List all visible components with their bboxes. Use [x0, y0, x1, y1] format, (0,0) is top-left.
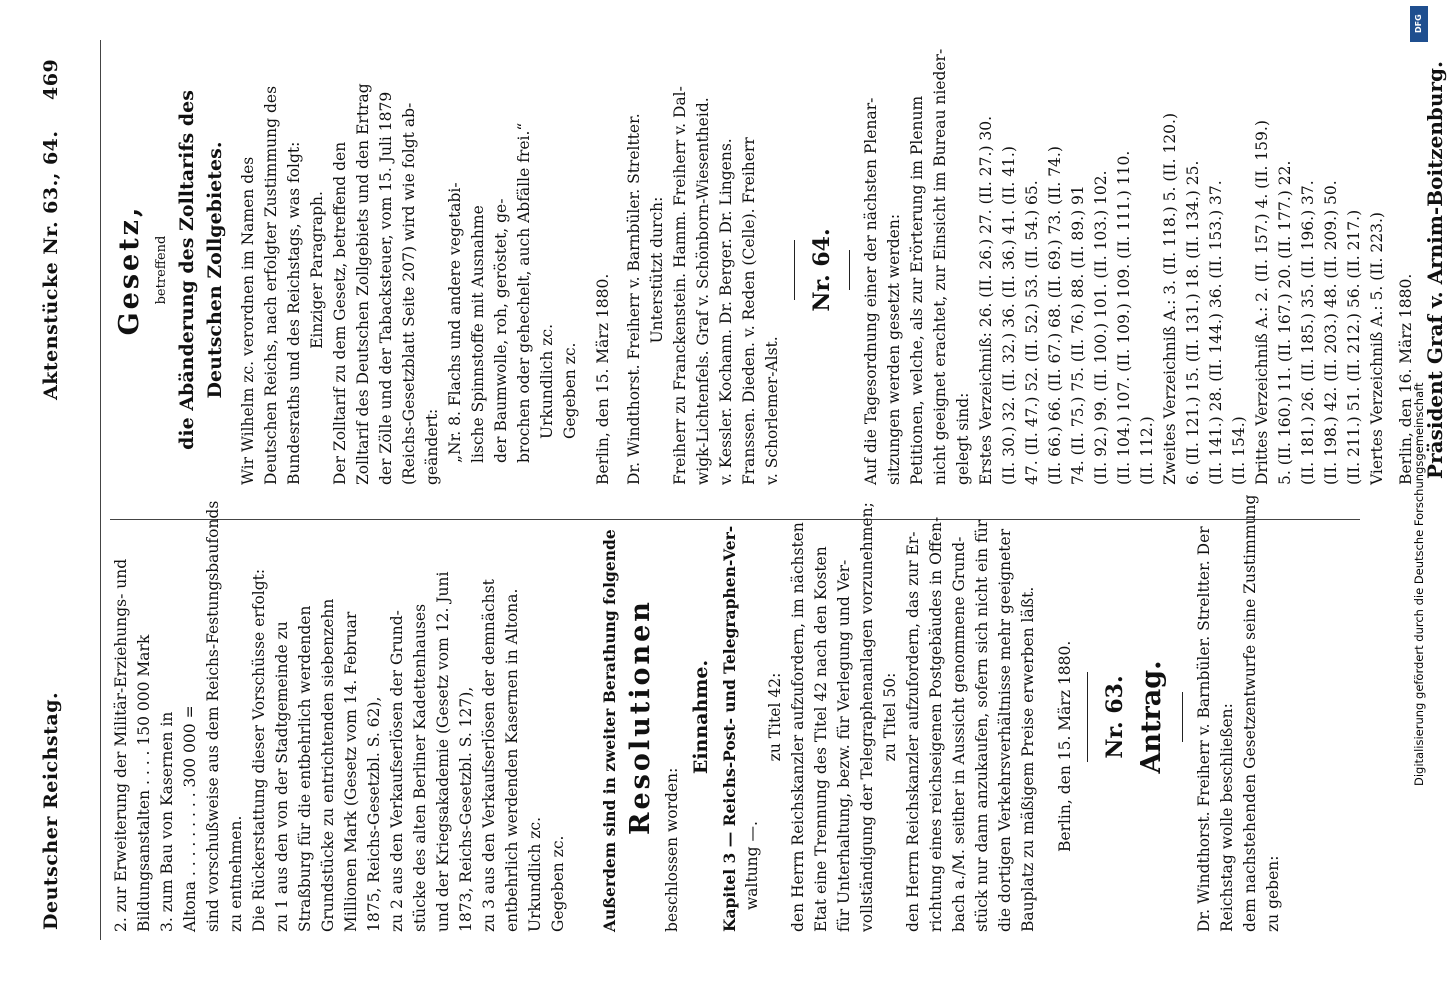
- text-line: Grundstücke zu entrichtenden siebenzehn: [319, 598, 337, 932]
- text-line: Der Zolltarif zu dem Gesetz, betreffend den: [331, 141, 349, 485]
- list-line: (II. 181.) 26. (II. 185.) 35. (II. 196.) 37.: [1299, 180, 1317, 485]
- list-line: (II. 92.) 99. (II. 100.) 101. (II. 103.) 102.: [1092, 170, 1110, 485]
- text-line: dem nachstehenden Gesetzentwurfe seine Zustimmung: [1241, 494, 1259, 932]
- signers: Dr. Windthorst. Freiherr v. Barnbüler. Streltter.: [625, 113, 643, 485]
- law-title-1: die Abänderung des Zolltarifs des: [176, 90, 198, 450]
- list-line: 6. (II. 121.) 15. (II. 131.) 18. (II. 134.) 25.: [1184, 160, 1202, 485]
- page-number: 469: [40, 58, 62, 100]
- section-rule: [1087, 672, 1088, 762]
- list-line: (II. 154.): [1230, 416, 1248, 485]
- text-line: Petitionen, welche, als zur Erörterung im Plenum: [908, 95, 926, 485]
- text-line: stücke des alten Berliner Kadettenhauses: [411, 603, 429, 932]
- text-line: v. Kessler. Kochann. Dr. Berger. Dr. Lingens.: [717, 138, 735, 485]
- right-column: [110, 48, 1452, 485]
- list-line: Viertes Verzeichniß A.: 5. (II. 223.): [1368, 212, 1386, 485]
- text-line: die dortigen Verkehrsverhältnisse mehr geeigneter: [996, 528, 1014, 932]
- right-date: Berlin, den 15. März 1880.: [594, 273, 612, 485]
- text-line: den Herrn Reichskanzler aufzufordern, das zur Er-: [904, 531, 922, 932]
- credit-text: Digitalisierung gefördert durch die Deutsche Forschungsgemeinschaft: [1412, 382, 1426, 786]
- section-rule-2: [1182, 692, 1183, 742]
- text-line: entbehrlich werdenden Kasernen in Altona.: [503, 588, 521, 932]
- section-rule-3: [794, 240, 795, 300]
- nr63-heading: Nr. 63.: [1102, 675, 1128, 759]
- text-line: und der Kriegsakademie (Gesetz vom 12. Juni: [434, 571, 452, 932]
- betreffend: betreffend: [154, 235, 169, 305]
- text-line: stück nur dann anzukaufen, sofern sich nicht ein für: [973, 519, 991, 932]
- kapitel-line-2: waltung —.: [743, 821, 761, 910]
- text-line: Franssen. Dieden. v. Reden (Celle). Freiherr: [740, 137, 758, 485]
- text-line: Etat eine Trennung des Titel 42 nach den Kosten: [812, 546, 830, 932]
- president: Präsident Graf v. Arnim-Boitzenburg.: [1423, 61, 1447, 479]
- text-line: nicht geeignet erachtet, zur Einsicht im Bureau nieder-: [931, 48, 949, 485]
- gegeben: Gegeben zc.: [561, 342, 579, 439]
- resolution-intro-2: beschlossen worden:: [663, 767, 681, 932]
- text-line: 3. zum Bau von Kasernen in: [158, 711, 176, 932]
- text-line: Wir Wilhelm zc. verordnen im Namen des: [239, 156, 257, 485]
- dfg-logo: DFG: [1410, 6, 1428, 42]
- text-line: Bauplatz zu mäßigem Preise erwerben läßt.: [1019, 586, 1037, 932]
- einziger-paragraph: Einziger Paragraph.: [308, 191, 326, 349]
- text-line: zu 3 aus den Verkaufserlösen der demnächst: [480, 579, 498, 932]
- text-line: Freiherr zu Franckenstein. Hamm. Freiherr v. Dal-: [671, 86, 689, 485]
- text-line: der Baumwolle, roh, geröstet, ge-: [492, 198, 510, 463]
- text-line: Millionen Mark (Gesetz vom 14. Februar: [342, 611, 360, 932]
- list-line: 47. (II. 47.) 52. (II. 52.) 53. (II. 54.) 65.: [1023, 180, 1041, 485]
- titel-42-text: [787, 502, 879, 932]
- petition-lists: [975, 55, 1389, 485]
- header-center: Aktenstücke Nr. 63., 64.: [40, 130, 62, 400]
- text-line: 1875, Reichs-Gesetzbl. S. 62),: [365, 696, 383, 932]
- list-line: (II. 211.) 51. (II. 212.) 56. (II. 217.): [1345, 209, 1363, 485]
- text-line: (Reichs-Gesetzblatt Seite 207) wird wie folgt ab-: [400, 102, 418, 485]
- text-line: Dr. Windthorst. Freiherr v. Barnbüler. Streltter. Der: [1195, 526, 1213, 932]
- text-line: zu geben:: [1264, 855, 1282, 932]
- text-line: 1873, Reichs-Gesetzbl. S. 127),: [457, 686, 475, 932]
- antrag-heading: Antrag.: [1136, 660, 1167, 774]
- unterstuetzt: Unterstützt durch:: [648, 196, 666, 344]
- list-line: (II. 66.) 66. (II. 67.) 68. (II. 69.) 73. (II. 74.): [1046, 146, 1064, 485]
- urkundlich: Urkundlich zc.: [538, 323, 556, 439]
- left-column: [110, 494, 1285, 932]
- einnahme-heading: Einnahme.: [690, 659, 712, 775]
- text-line: vollständigung der Telegraphenanlagen vorzunehmen;: [858, 502, 876, 932]
- text-line: sitzungen werden gesetzt werden:: [885, 213, 903, 485]
- list-line: Drittes Verzeichniß A.: 2. (II. 157.) 4. (II. 159.): [1253, 120, 1271, 485]
- text-line: „Nr. 8. Flachs und andere vegetabi-: [446, 182, 464, 463]
- left-date: Berlin, den 15. März 1880.: [1056, 640, 1074, 852]
- list-line: (II. 141.) 28. (II. 144.) 36. (II. 153.) 37.: [1207, 180, 1225, 485]
- list-line: 5. (II. 160.) 11. (II. 167.) 20. (II. 177.) 22.: [1276, 160, 1294, 485]
- list-line: (II. 198.) 42. (II. 203.) 48. (II. 209.) 50.: [1322, 180, 1340, 485]
- left-lines: [110, 502, 570, 932]
- digitization-credit: [1408, 6, 1430, 786]
- nr64-intro: [860, 48, 975, 485]
- text-line: Zolltarif des Deutschen Zollgebiets und den Ertrag: [354, 83, 372, 485]
- text-line: Bundesraths und des Reichstags, was folgt:: [285, 141, 303, 485]
- text-line: sind vorschußweise aus dem Reichs-Festungsbaufonds: [204, 500, 222, 932]
- list-line: Zweites Verzeichniß A.: 3. (II. 118.) 5. (II. 120.): [1161, 112, 1179, 485]
- law-title-2: Deutschen Zollgebietes.: [204, 141, 226, 399]
- text-line: der Zölle und der Tabacksteuer, vom 15. Juli 1879: [377, 91, 395, 485]
- text-line: lische Spinnstoffe mit Ausnahme: [469, 205, 487, 463]
- text-line: bach a./M. seither in Aussicht genommene Grund-: [950, 536, 968, 932]
- text-line: Urkundlich zc.: [526, 816, 544, 932]
- text-line: geändert:: [423, 408, 441, 485]
- list-line: (II. 30.) 32. (II. 32.) 36. (II. 36.) 41. (II. 41.): [1000, 146, 1018, 485]
- titel-50-text: [902, 502, 1040, 932]
- right-date-2: Berlin, den 16. März 1880.: [1397, 273, 1415, 485]
- text-line: 2. zur Erweiterung der Militär-Erziehungs- und: [112, 558, 130, 932]
- kapitel-line: Kapitel 3 — Reichs-Post- und Telegraphen-Ver-: [720, 525, 739, 932]
- list-line: (II. 104.) 107. (II. 109.) 109. (II. 111.) 110.: [1115, 150, 1133, 485]
- text-line: v. Schorlemer-Alst.: [763, 336, 781, 485]
- text-line: wigk-Lichtenfels. Graf v. Schönborn-Wiesentheid.: [694, 97, 712, 485]
- supporters: [669, 55, 784, 485]
- nr64-heading: Nr. 64.: [809, 228, 835, 312]
- text-line: Auf die Tagesordnung einer der nächsten Plenar-: [862, 97, 880, 485]
- text-line: brochen oder gehechelt, auch Abfälle frei.“: [515, 122, 533, 463]
- text-line: Bildungsanstalten . . . . 150 000 Mark: [135, 634, 153, 932]
- zu-titel-50: zu Titel 50:: [881, 672, 899, 762]
- resolutions-title: Resolutionen: [625, 599, 656, 835]
- zu-titel-42: zu Titel 42:: [766, 672, 784, 762]
- resolution-intro: Außerdem sind in zweiter Berathung folgende: [600, 529, 619, 932]
- text-line: Straßburg für die entbehrlich werdenden: [296, 605, 314, 932]
- text-line: Altona . . . . . . . . . 300 000 =: [181, 705, 199, 932]
- gesetz-heading: Gesetz,: [114, 204, 145, 336]
- text-line: gelegt sind:: [954, 392, 972, 485]
- text-line: Deutschen Reichs, nach erfolgter Zustimmung des: [262, 85, 280, 485]
- text-line: zu entnehmen.: [227, 815, 245, 932]
- text-line: für Unterhaltung, bezw. für Verlegung und Ver-: [835, 559, 853, 932]
- tariff-quote: [444, 55, 536, 485]
- list-line: Erstes Verzeichniß: 26. (II. 26.) 27. (II. 27.) 30.: [977, 115, 995, 485]
- paragraph-text: [329, 55, 444, 485]
- preamble: [237, 55, 306, 485]
- text-line: zu 2 aus den Verkaufserlösen der Grund-: [388, 610, 406, 932]
- text-line: zu 1 aus den von der Stadtgemeinde zu: [273, 621, 291, 932]
- list-line: 74. (II. 75.) 75. (II. 76.) 88. (II. 89.) 91: [1069, 185, 1087, 485]
- antrag-text: [1193, 494, 1285, 932]
- text-line: den Herrn Reichskanzler aufzufordern, im nächsten: [789, 522, 807, 932]
- section-rule-4: [849, 250, 850, 290]
- text-line: richtung eines reichseigenen Postgebäudes in Offen-: [927, 516, 945, 932]
- header-rule: [100, 40, 101, 940]
- text-line: Die Rückerstattung dieser Vorschüsse erfolgt:: [250, 568, 268, 932]
- text-line: Gegeben zc.: [549, 835, 567, 932]
- header-left: Deutscher Reichstag.: [40, 691, 62, 930]
- list-line: (II. 112.): [1138, 416, 1156, 485]
- text-line: Reichstag wolle beschließen:: [1218, 703, 1236, 932]
